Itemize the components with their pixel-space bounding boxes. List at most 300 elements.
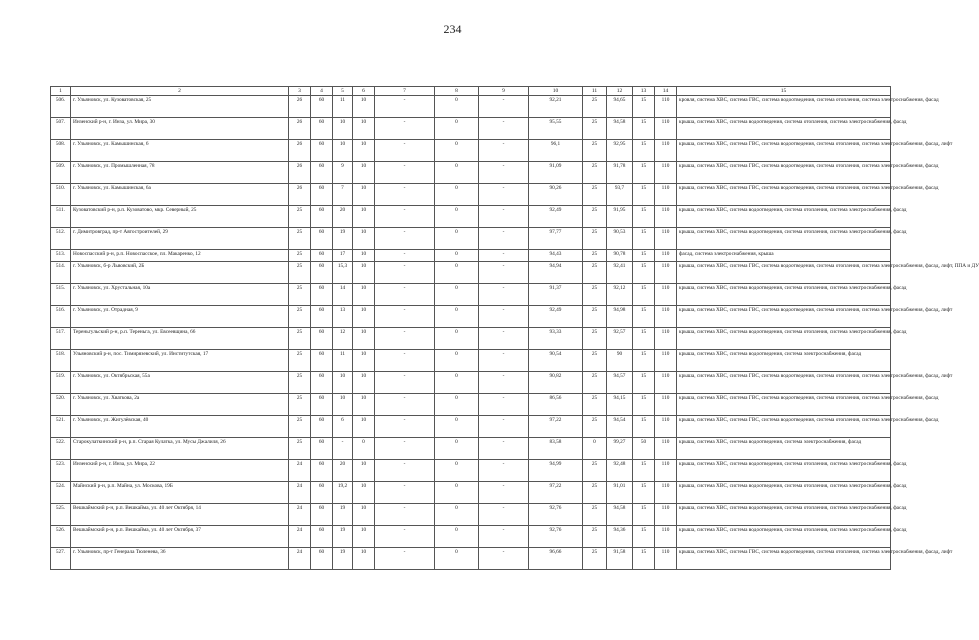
table-body — [51, 96, 979, 570]
value-cell: 26 — [289, 96, 311, 118]
work-types-cell: крыша, система ХВС, система водоотведения, система электроснабжения, фасад — [677, 350, 891, 372]
row-number-cell: 519. — [51, 372, 71, 394]
value-cell: 25 — [583, 118, 607, 140]
address-cell: Тереньгульский р-н, р.п. Тереньга, ул. Евсеевщина, 66 — [71, 328, 289, 350]
value-cell: 0 — [435, 548, 479, 570]
value-cell: 10 — [353, 206, 375, 228]
value-cell: - — [375, 262, 435, 284]
value-cell: 15 — [633, 140, 655, 162]
table-row — [51, 372, 891, 394]
address-cell: г. Ульяновск, ул. Отрадная, 9 — [71, 306, 289, 328]
value-cell: 25 — [289, 284, 311, 306]
value-cell: 60 — [311, 548, 333, 570]
address-cell: г. Ульяновск, ул. Камышинская, 6 — [71, 140, 289, 162]
value-cell: 0 — [435, 460, 479, 482]
value-cell: 110 — [655, 328, 677, 350]
column-header: 5 — [333, 87, 353, 96]
value-cell: 10 — [353, 96, 375, 118]
value-cell: - — [375, 284, 435, 306]
value-cell: 15 — [633, 526, 655, 548]
value-cell: 26 — [289, 118, 311, 140]
value-cell: - — [375, 394, 435, 416]
work-types-cell: крыша, система ХВС, система водоотведения, система отопления, система электроснабжения, фасад — [677, 206, 891, 228]
value-cell: - — [375, 372, 435, 394]
value-cell: 10 — [333, 118, 353, 140]
value-cell: 60 — [311, 184, 333, 206]
value-cell: 25 — [583, 460, 607, 482]
value-cell: 25 — [289, 250, 311, 262]
row-number-cell: 510. — [51, 184, 71, 206]
value-cell: 0 — [435, 250, 479, 262]
value-cell: 60 — [311, 328, 333, 350]
address-cell: Вешкаймский р-н, р.п. Вешкайма, ул. 40 лет Октября, 14 — [71, 504, 289, 526]
table-row — [51, 184, 891, 206]
value-cell: - — [375, 350, 435, 372]
value-cell: 60 — [311, 460, 333, 482]
address-cell: г. Ульяновск, ул. Кузоватовская, 25 — [71, 96, 289, 118]
value-cell: - — [375, 306, 435, 328]
address-cell: г. Ульяновск, ул. Октябрьская, 55а — [71, 372, 289, 394]
address-cell: г. Ульяновск, ул. Промышленная, 78 — [71, 162, 289, 184]
value-cell: 10 — [353, 306, 375, 328]
value-cell: - — [375, 184, 435, 206]
value-cell: 90,78 — [607, 250, 633, 262]
value-cell: 25 — [583, 416, 607, 438]
row-number-cell: 526. — [51, 526, 71, 548]
value-cell: 25 — [289, 438, 311, 460]
value-cell: 60 — [311, 228, 333, 250]
table-row — [51, 416, 891, 438]
value-cell: 0 — [435, 350, 479, 372]
value-cell: - — [375, 162, 435, 184]
value-cell: 25 — [289, 394, 311, 416]
table-row — [51, 504, 891, 526]
work-types-cell: крыша, система ХВС, система водоотведения, система отопления, система электроснабжения, фасад — [677, 228, 891, 250]
work-types-cell: крыша, система ХВС, система водоотведения, система отопления, система электроснабжения, фасад — [677, 504, 891, 526]
value-cell: 10 — [353, 372, 375, 394]
value-cell: 19 — [333, 548, 353, 570]
value-cell: 96,1 — [529, 140, 583, 162]
value-cell: 110 — [655, 184, 677, 206]
column-header: 8 — [435, 87, 479, 96]
value-cell: 25 — [289, 262, 311, 284]
value-cell: 0 — [435, 416, 479, 438]
value-cell: 110 — [655, 140, 677, 162]
value-cell: 15 — [633, 306, 655, 328]
value-cell: - — [479, 162, 529, 184]
value-cell: 10 — [353, 140, 375, 162]
column-number-row — [51, 87, 891, 96]
value-cell: 110 — [655, 482, 677, 504]
value-cell: - — [479, 284, 529, 306]
address-cell: г. Ульяновск, ул. Хваткова, 2а — [71, 394, 289, 416]
value-cell: 110 — [655, 284, 677, 306]
work-types-cell: крыша, система ХВС, система ГВС, система водоотведения, система отопления, система электроснабжения, фасад, лифт, ППА и ДУ — [677, 262, 891, 284]
value-cell: 10 — [353, 284, 375, 306]
value-cell: 25 — [583, 504, 607, 526]
value-cell: 92,41 — [607, 262, 633, 284]
value-cell: 10 — [353, 162, 375, 184]
column-header: 14 — [655, 87, 677, 96]
value-cell: 25 — [583, 206, 607, 228]
value-cell: 25 — [583, 526, 607, 548]
value-cell: 25 — [289, 206, 311, 228]
row-number-cell: 508. — [51, 140, 71, 162]
column-header: 9 — [479, 87, 529, 96]
value-cell: 0 — [435, 526, 479, 548]
column-header: 15 — [677, 87, 891, 96]
value-cell: 60 — [311, 504, 333, 526]
value-cell: - — [479, 416, 529, 438]
column-header: 6 — [353, 87, 375, 96]
value-cell: 91,09 — [529, 162, 583, 184]
value-cell: 25 — [583, 306, 607, 328]
value-cell: - — [479, 548, 529, 570]
value-cell: 60 — [311, 162, 333, 184]
value-cell: 94,43 — [529, 250, 583, 262]
row-number-cell: 507. — [51, 118, 71, 140]
value-cell: 0 — [435, 96, 479, 118]
value-cell: 60 — [311, 306, 333, 328]
value-cell: 94,54 — [607, 416, 633, 438]
value-cell: 15 — [633, 394, 655, 416]
value-cell: 92,12 — [607, 284, 633, 306]
value-cell: 110 — [655, 118, 677, 140]
value-cell: 12 — [333, 328, 353, 350]
row-number-cell: 511. — [51, 206, 71, 228]
value-cell: - — [479, 306, 529, 328]
value-cell: 10 — [353, 416, 375, 438]
work-types-cell: крыша, система ХВС, система ГВС, система водоотведения, система отопления, система электроснабжения, фасад, лифт — [677, 306, 891, 328]
value-cell: 15 — [633, 482, 655, 504]
table-row — [51, 460, 891, 482]
address-cell: г. Ульяновск, ул. Хрустальная, 10а — [71, 284, 289, 306]
value-cell: 97,22 — [529, 482, 583, 504]
work-types-cell: крыша, система ХВС, система ГВС, система водоотведения, система отопления, система электроснабжения, фасад — [677, 394, 891, 416]
value-cell: 19 — [333, 504, 353, 526]
value-cell: 25 — [289, 416, 311, 438]
value-cell: 110 — [655, 372, 677, 394]
value-cell: 10 — [353, 350, 375, 372]
row-number-cell: 516. — [51, 306, 71, 328]
value-cell: - — [375, 526, 435, 548]
work-types-cell: крыша, система ХВС, система ГВС, система водоотведения, система отопления, система электроснабжения, фасад, лифт — [677, 140, 891, 162]
value-cell: - — [375, 482, 435, 504]
work-types-cell: крыша, система ХВС, система водоотведения, система отопления, система электроснабжения, фасад — [677, 118, 891, 140]
value-cell: 0 — [435, 162, 479, 184]
table-row — [51, 306, 891, 328]
table-row — [51, 350, 891, 372]
value-cell: 10 — [333, 140, 353, 162]
value-cell: 110 — [655, 504, 677, 526]
table-row — [51, 328, 891, 350]
work-types-cell: крыша, система ХВС, система ГВС, система водоотведения, система отопления, система электроснабжения, фасад, лифт — [677, 548, 891, 570]
value-cell: 0 — [435, 206, 479, 228]
value-cell: 0 — [435, 284, 479, 306]
value-cell: 94,57 — [607, 372, 633, 394]
value-cell: 15 — [633, 460, 655, 482]
value-cell: 15 — [633, 416, 655, 438]
value-cell: - — [375, 328, 435, 350]
value-cell: 91,95 — [607, 206, 633, 228]
value-cell: - — [333, 438, 353, 460]
address-cell: Майнский р-н, р.п. Майна, ул. Москова, 19Б — [71, 482, 289, 504]
address-cell: г. Ульяновск, б-р Львовский, 2Б — [71, 262, 289, 284]
value-cell: - — [375, 140, 435, 162]
value-cell: 110 — [655, 262, 677, 284]
value-cell: 97,77 — [529, 228, 583, 250]
value-cell: 17 — [333, 250, 353, 262]
value-cell: 24 — [289, 460, 311, 482]
work-types-cell: крыша, система ХВС, система ГВС, система водоотведения, система отопления, система электроснабжения, фасад — [677, 162, 891, 184]
value-cell: 25 — [289, 306, 311, 328]
value-cell: 92,49 — [529, 206, 583, 228]
value-cell: 11 — [333, 96, 353, 118]
table-row — [51, 206, 891, 228]
value-cell: 15 — [633, 118, 655, 140]
value-cell: 91,78 — [607, 162, 633, 184]
value-cell: 15 — [633, 228, 655, 250]
value-cell: 60 — [311, 262, 333, 284]
row-number-cell: 513. — [51, 250, 71, 262]
value-cell: 20 — [333, 206, 353, 228]
value-cell: 94,58 — [607, 118, 633, 140]
value-cell: 94,36 — [607, 526, 633, 548]
value-cell: 10 — [353, 118, 375, 140]
value-cell: 97,22 — [529, 416, 583, 438]
value-cell: 0 — [583, 438, 607, 460]
value-cell: 25 — [289, 372, 311, 394]
table-row — [51, 394, 891, 416]
value-cell: 0 — [435, 372, 479, 394]
work-types-cell: крыша, система ХВС, система водоотведения, система отопления, система электроснабжения, фасад — [677, 482, 891, 504]
value-cell: - — [375, 206, 435, 228]
table-row — [51, 284, 891, 306]
column-header: 12 — [607, 87, 633, 96]
value-cell: 0 — [435, 438, 479, 460]
address-cell: Новоспасский р-н, р.п. Новоспасское, пл. Макаренко, 12 — [71, 250, 289, 262]
value-cell: 110 — [655, 460, 677, 482]
value-cell: 90,82 — [529, 372, 583, 394]
value-cell: 92,76 — [529, 526, 583, 548]
value-cell: 15 — [633, 262, 655, 284]
value-cell: 26 — [289, 140, 311, 162]
value-cell: 15 — [633, 250, 655, 262]
value-cell: 15 — [633, 548, 655, 570]
table-row — [51, 96, 891, 118]
value-cell: - — [479, 394, 529, 416]
table-row — [51, 228, 891, 250]
value-cell: 26 — [289, 162, 311, 184]
work-types-cell: крыша, система ХВС, система ГВС, система водоотведения, система отопления, система электроснабжения, фасад, лифт — [677, 372, 891, 394]
value-cell: 19 — [333, 228, 353, 250]
row-number-cell: 522. — [51, 438, 71, 460]
value-cell: - — [479, 140, 529, 162]
address-cell: г. Ульяновск, ул. Камышинская, 6а — [71, 184, 289, 206]
value-cell: - — [375, 96, 435, 118]
value-cell: 91,58 — [607, 548, 633, 570]
address-cell: г. Димитровград, пр-т Автостроителей, 29 — [71, 228, 289, 250]
value-cell: 110 — [655, 228, 677, 250]
table-row — [51, 548, 891, 570]
value-cell: 60 — [311, 438, 333, 460]
value-cell: 24 — [289, 548, 311, 570]
value-cell: 110 — [655, 526, 677, 548]
value-cell: 60 — [311, 372, 333, 394]
value-cell: 95,55 — [529, 118, 583, 140]
value-cell: 110 — [655, 250, 677, 262]
value-cell: - — [375, 548, 435, 570]
value-cell: 90 — [607, 350, 633, 372]
value-cell: 0 — [435, 328, 479, 350]
value-cell: 60 — [311, 206, 333, 228]
value-cell: 110 — [655, 306, 677, 328]
value-cell: 60 — [311, 416, 333, 438]
table-row — [51, 482, 891, 504]
value-cell: 94,99 — [529, 460, 583, 482]
value-cell: - — [479, 460, 529, 482]
value-cell: 94,94 — [529, 262, 583, 284]
table-row — [51, 118, 891, 140]
value-cell: 0 — [435, 306, 479, 328]
value-cell: 93,7 — [607, 184, 633, 206]
table-row — [51, 438, 891, 460]
address-cell: Старокулаткинский р-н, р.п. Старая Кулатка, ул. Мусы Джалиля, 26 — [71, 438, 289, 460]
row-number-cell: 506. — [51, 96, 71, 118]
row-number-cell: 520. — [51, 394, 71, 416]
value-cell: 91,37 — [529, 284, 583, 306]
address-cell: Ульяновский р-н, пос. Тимирязевский, ул. Институтская, 17 — [71, 350, 289, 372]
value-cell: 92,57 — [607, 328, 633, 350]
address-cell: Вешкаймский р-н, р.п. Вешкайма, ул. 40 лет Октября, 37 — [71, 526, 289, 548]
value-cell: 110 — [655, 394, 677, 416]
value-cell: 0 — [435, 482, 479, 504]
value-cell: - — [479, 184, 529, 206]
value-cell: 25 — [583, 350, 607, 372]
value-cell: 9 — [333, 162, 353, 184]
value-cell: 19,2 — [333, 482, 353, 504]
value-cell: 25 — [583, 250, 607, 262]
value-cell: 25 — [583, 548, 607, 570]
row-number-cell: 525. — [51, 504, 71, 526]
value-cell: - — [479, 118, 529, 140]
value-cell: 26 — [289, 184, 311, 206]
value-cell: 10 — [353, 328, 375, 350]
row-number-cell: 527. — [51, 548, 71, 570]
value-cell: 15 — [633, 504, 655, 526]
value-cell: 96,66 — [529, 548, 583, 570]
value-cell: 25 — [289, 328, 311, 350]
value-cell: - — [479, 504, 529, 526]
value-cell: - — [375, 118, 435, 140]
value-cell: 15 — [633, 372, 655, 394]
value-cell: 11 — [333, 350, 353, 372]
work-types-cell: фасад, система электроснабжения, крыша — [677, 250, 891, 262]
value-cell: 25 — [583, 184, 607, 206]
row-number-cell: 521. — [51, 416, 71, 438]
value-cell: - — [375, 416, 435, 438]
value-cell: 110 — [655, 548, 677, 570]
work-types-cell: крыша, система ХВС, система водоотведения, система электроснабжения, фасад — [677, 438, 891, 460]
address-cell: г. Ульяновск, ул. Жигулёвская, 40 — [71, 416, 289, 438]
value-cell: 15 — [633, 350, 655, 372]
value-cell: 10 — [353, 262, 375, 284]
value-cell: 60 — [311, 96, 333, 118]
value-cell: 10 — [353, 482, 375, 504]
column-header: 4 — [311, 87, 333, 96]
value-cell: 99,27 — [607, 438, 633, 460]
value-cell: 60 — [311, 250, 333, 262]
column-header: 11 — [583, 87, 607, 96]
value-cell: 25 — [583, 394, 607, 416]
value-cell: - — [375, 228, 435, 250]
value-cell: 0 — [435, 394, 479, 416]
value-cell: 15 — [633, 328, 655, 350]
value-cell: 25 — [583, 372, 607, 394]
value-cell: 10 — [353, 460, 375, 482]
value-cell: 92,49 — [529, 306, 583, 328]
row-number-cell: 514. — [51, 262, 71, 284]
value-cell: 25 — [583, 284, 607, 306]
value-cell: - — [479, 350, 529, 372]
value-cell: - — [479, 438, 529, 460]
value-cell: 10 — [353, 184, 375, 206]
table-row — [51, 250, 891, 262]
value-cell: 24 — [289, 482, 311, 504]
value-cell: 15 — [633, 96, 655, 118]
column-header: 1 — [51, 87, 71, 96]
value-cell: 6 — [333, 416, 353, 438]
table-row — [51, 162, 891, 184]
value-cell: 15 — [633, 162, 655, 184]
row-number-cell: 518. — [51, 350, 71, 372]
value-cell: 0 — [435, 504, 479, 526]
value-cell: - — [479, 206, 529, 228]
value-cell: 15 — [633, 184, 655, 206]
value-cell: 0 — [435, 118, 479, 140]
value-cell: 60 — [311, 482, 333, 504]
value-cell: 60 — [311, 394, 333, 416]
work-types-cell: кровля, система ХВС, система ГВС, система водоотведения, система отопления, система электроснабжения, фасад — [677, 96, 891, 118]
work-types-cell: крыша, система ХВС, система водоотведения, система отопления, система электроснабжения, фасад — [677, 284, 891, 306]
value-cell: 60 — [311, 350, 333, 372]
value-cell: 25 — [289, 350, 311, 372]
value-cell: - — [479, 96, 529, 118]
value-cell: 110 — [655, 162, 677, 184]
value-cell: 25 — [289, 228, 311, 250]
column-header: 2 — [71, 87, 289, 96]
value-cell: 24 — [289, 526, 311, 548]
value-cell: - — [375, 438, 435, 460]
column-header: 3 — [289, 87, 311, 96]
value-cell: 10 — [353, 394, 375, 416]
housing-register-table — [50, 86, 979, 570]
value-cell: 10 — [333, 372, 353, 394]
value-cell: - — [479, 262, 529, 284]
value-cell: 83,58 — [529, 438, 583, 460]
value-cell: - — [375, 250, 435, 262]
address-cell: г. Ульяновск, пр-т Генерала Тюленева, 36 — [71, 548, 289, 570]
value-cell: 110 — [655, 206, 677, 228]
value-cell: 10 — [333, 394, 353, 416]
value-cell: 91,01 — [607, 482, 633, 504]
work-types-cell: крыша, система ХВС, система водоотведения, система отопления, система электроснабжения, фасад — [677, 328, 891, 350]
address-cell: Инзенский р-н, г. Инза, ул. Мира, 30 — [71, 118, 289, 140]
value-cell: 14 — [333, 284, 353, 306]
value-cell: 15 — [633, 284, 655, 306]
value-cell: 19 — [333, 526, 353, 548]
value-cell: 25 — [583, 162, 607, 184]
